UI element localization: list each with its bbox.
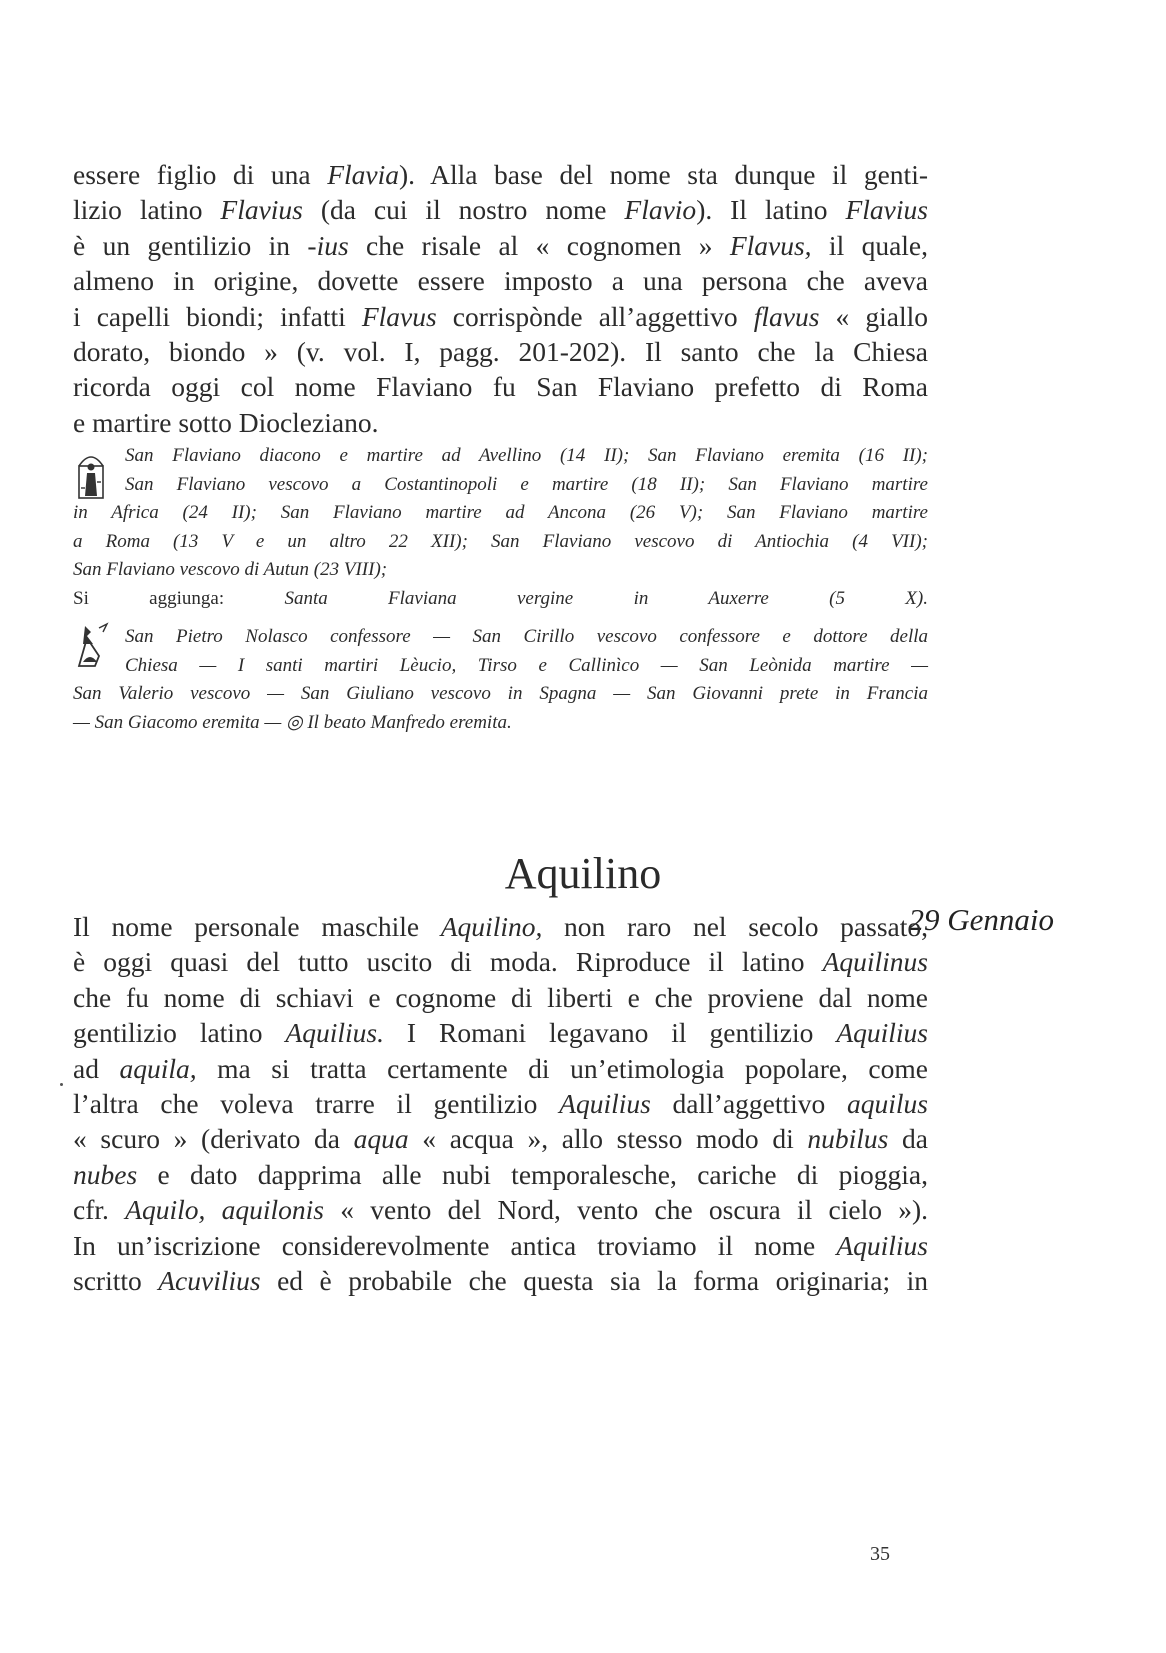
text-run: in Africa (24 II); San Flaviano martire ad Ancona (26 V); San Flaviano martire <box>73 502 928 523</box>
feast-day-note <box>73 623 928 737</box>
text-run: aqua <box>353 1123 409 1155</box>
text-line <box>73 528 928 557</box>
text-run: In un’iscrizione considerevolmente antica troviamo il nome <box>73 1229 837 1261</box>
text-run: Flavus, <box>729 229 812 261</box>
text-line <box>73 709 928 738</box>
text-run: ad <box>73 1052 120 1084</box>
text-run: gentilizio latino <box>73 1017 286 1049</box>
page-number: 35 <box>870 1543 890 1565</box>
text-run: « scuro » (derivato da <box>73 1123 354 1155</box>
text-run: Aquilius <box>836 1229 928 1261</box>
text-run: che risale al « cognomen » <box>348 229 730 261</box>
text-line <box>73 263 928 298</box>
text-line <box>73 585 928 614</box>
saints-note <box>73 442 928 613</box>
text-run: a Roma (13 V e un altro 22 XII); San Flaviano vescovo di Antiochia (4 VII); <box>73 530 928 552</box>
text-run: San Flaviano vescovo a Costantinopoli e martire (18 II); San Flaviano martire <box>125 473 928 495</box>
text-run: che fu nome di schiavi e cognome di liberti e che proviene dal nome <box>73 981 928 1013</box>
text-run: Flavio <box>624 194 697 226</box>
text-run: Flavia <box>327 159 399 190</box>
text-line <box>73 471 928 500</box>
text-run: Si aggiunga: <box>73 587 285 609</box>
text-line <box>73 405 928 440</box>
print-speck <box>60 1083 63 1086</box>
text-run: e martire sotto Diocleziano. <box>73 406 379 438</box>
text-run: è un gentilizio in <box>73 229 308 261</box>
text-run: ma si tratta certamente di un’etimologia popolare, come <box>196 1052 928 1084</box>
text-run: Aquilo, aquilonis <box>125 1194 324 1226</box>
text-line <box>73 1086 928 1121</box>
text-run: Aquilino, <box>440 911 543 942</box>
text-line <box>73 1157 928 1192</box>
intro-paragraph <box>73 157 928 440</box>
text-line <box>73 944 928 979</box>
text-run: corrispònde all’aggettivo <box>436 300 754 332</box>
text-line <box>73 192 928 227</box>
text-line <box>73 1051 928 1086</box>
text-run: non raro nel secolo passato, <box>542 911 928 942</box>
text-run: aquila, <box>119 1052 197 1084</box>
text-line <box>73 1015 928 1050</box>
section-title: Aquilino <box>504 849 662 898</box>
text-line <box>73 652 928 681</box>
text-run: « giallo <box>819 300 929 332</box>
text-line <box>73 680 928 709</box>
text-run: flavus <box>753 300 820 332</box>
text-run: lizio latino <box>73 194 221 226</box>
text-run: è oggi quasi del tutto uscito di moda. Riproduce il latino <box>73 946 823 978</box>
text-run: San Valerio vescovo — San Giuliano vescovo in Spagna — San Giovanni prete in Francia <box>73 683 928 704</box>
text-line <box>73 228 928 263</box>
text-run: -ius <box>307 229 349 261</box>
text-run: nubilus <box>807 1123 889 1155</box>
text-run: San Pietro Nolasco confessore — San Cirillo vescovo confessore e dottore della <box>125 626 928 647</box>
text-line <box>73 369 928 404</box>
text-run: Aquilius <box>559 1088 651 1120</box>
text-run: (da cui il nostro nome <box>302 194 625 226</box>
text-line <box>73 623 928 652</box>
text-line <box>73 442 928 471</box>
text-run: Aquilius <box>836 1017 928 1049</box>
text-run: Flavus <box>361 300 437 332</box>
text-run: Aquilius. <box>285 1017 384 1049</box>
text-run: « acqua », allo stesso modo di <box>408 1123 808 1155</box>
text-line <box>73 1192 928 1227</box>
text-line <box>73 1228 928 1263</box>
feast-date: 29 Gennaio <box>908 902 1054 937</box>
text-run: scritto <box>73 1265 159 1297</box>
text-run: aquilus <box>847 1088 928 1120</box>
aquilino-paragraph <box>73 909 928 1298</box>
text-run: essere figlio di una <box>73 159 328 190</box>
text-line <box>73 909 928 944</box>
text-run: da <box>888 1123 928 1155</box>
text-run: ricorda oggi col nome Flaviano fu San Flaviano prefetto di Roma <box>73 371 928 403</box>
text-line <box>73 1263 928 1298</box>
text-run: l’altra che voleva trarre il gentilizio <box>73 1088 560 1120</box>
text-line <box>73 299 928 334</box>
text-run: Il nome personale maschile <box>73 911 441 942</box>
text-run: almeno in origine, dovette essere imposto a una persona che aveva <box>73 265 928 297</box>
text-run: nubes <box>73 1158 138 1190</box>
text-run: i capelli biondi; infatti <box>73 300 362 332</box>
text-line <box>73 157 928 192</box>
text-line <box>73 556 928 585</box>
text-line <box>73 334 928 369</box>
text-line <box>73 499 928 528</box>
text-run: ed è probabile che questa sia la forma originaria; in <box>260 1265 928 1297</box>
text-run: Chiesa — I santi martiri Lèucio, Tirso e Callinìco — San Leònida martire — <box>125 654 928 676</box>
text-run: il quale, <box>811 229 928 261</box>
text-run: ). Alla base del nome sta dunque il genti- <box>398 159 928 190</box>
text-run: Aquilinus <box>822 946 928 978</box>
text-run: — San Giacomo eremita — ◎ Il beato Manfredo eremita. <box>73 711 512 733</box>
text-run: cfr. <box>73 1194 126 1226</box>
text-run: dall’aggettivo <box>650 1088 848 1120</box>
text-run: « vento del Nord, vento che oscura il cielo »). <box>324 1194 928 1226</box>
text-run: Flavius <box>220 194 303 226</box>
text-run: dorato, biondo » (v. vol. I, pagg. 201-202). Il santo che la Chiesa <box>73 336 928 368</box>
text-run: Acuvilius <box>158 1265 261 1297</box>
text-line <box>73 980 928 1015</box>
text-run: Santa Flaviana vergine in Auxerre (5 X). <box>284 587 928 609</box>
text-run: Flavius <box>845 194 928 226</box>
text-run: ). Il latino <box>696 194 846 226</box>
text-run: I Romani legavano il gentilizio <box>383 1017 837 1049</box>
text-line <box>73 1121 928 1156</box>
text-run: San Flaviano diacono e martire ad Avellino (14 II); San Flaviano eremita (16 II); <box>125 445 928 466</box>
text-run: San Flaviano vescovo di Autun (23 VIII); <box>73 559 388 580</box>
text-run: e dato dapprima alle nubi temporalesche, cariche di pioggia, <box>137 1158 928 1190</box>
